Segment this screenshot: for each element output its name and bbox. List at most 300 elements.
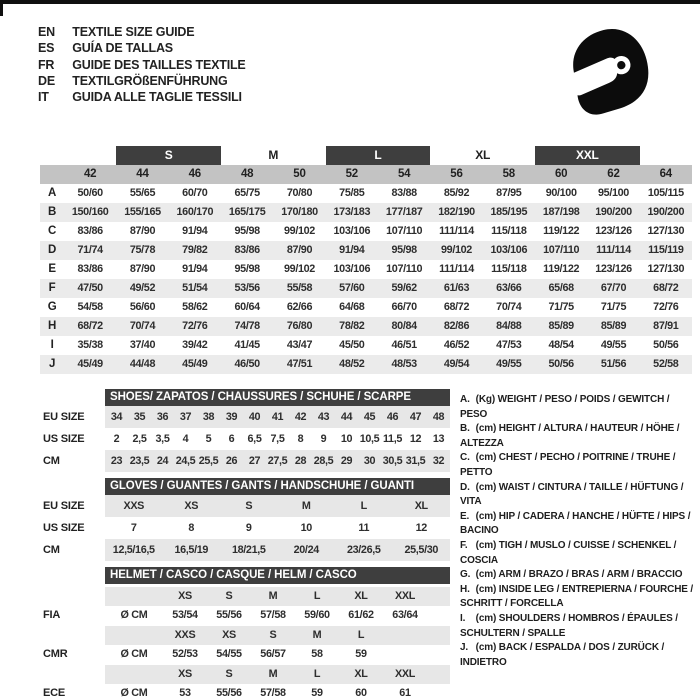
helmet-size-label: M bbox=[268, 667, 278, 680]
measurement-value: 123/126 bbox=[595, 225, 632, 237]
guide-title: TEXTILE SIZE GUIDE bbox=[72, 25, 195, 39]
gloves-table-row bbox=[43, 539, 450, 561]
legend-text: INSIDE LEG / ENTREPIERNA / FOURCHE / SCHRITT / FORCELLA bbox=[460, 583, 694, 610]
gloves-table-title: GLOVES / GUANTES / GANTS / HANDSCHUHE / GUANTI bbox=[105, 478, 450, 495]
measurement-value: 70/80 bbox=[286, 187, 313, 199]
measurement-row bbox=[40, 203, 692, 222]
helmet-diameter-value: 58 bbox=[311, 648, 323, 660]
measurement-value: 82/86 bbox=[443, 320, 470, 332]
helmet-diameter-value: 59/60 bbox=[304, 609, 330, 621]
glove-size-value: 12 bbox=[415, 522, 427, 534]
shoe-size-value: 24 bbox=[156, 455, 169, 467]
measurement-value: 99/102 bbox=[284, 225, 315, 237]
shoe-size-value: 11,5 bbox=[382, 433, 403, 445]
diameter-label: Ø CM bbox=[120, 609, 148, 621]
size-number: 56 bbox=[450, 168, 463, 180]
measurement-value: 83/86 bbox=[234, 244, 260, 256]
glove-size-value: 10 bbox=[300, 522, 312, 534]
measurement-value: 45/49 bbox=[182, 358, 208, 370]
glove-size-value: 7 bbox=[130, 522, 137, 534]
measurement-value: 63/66 bbox=[496, 282, 522, 294]
measurement-value: 115/119 bbox=[648, 244, 684, 256]
shoes-table-title: SHOES/ ZAPATOS / CHAUSSURES / SCHUHE / SCARPE bbox=[105, 389, 450, 406]
measurement-value: 58/62 bbox=[182, 301, 208, 313]
measurement-value: 80/84 bbox=[391, 320, 417, 332]
measurement-value: 76/80 bbox=[286, 320, 313, 332]
language-code: DE bbox=[38, 73, 55, 88]
measurement-value: 87/90 bbox=[129, 225, 156, 237]
helmet-sizes-spacer bbox=[43, 665, 105, 685]
gloves-header-spacer bbox=[43, 478, 105, 495]
measurement-row bbox=[40, 336, 692, 355]
measurement-value: 95/98 bbox=[234, 225, 260, 237]
shoe-size-value: 2,5 bbox=[132, 433, 147, 445]
measurement-value: 127/130 bbox=[647, 263, 685, 275]
measurement-value: 85/92 bbox=[443, 187, 470, 199]
helmet-size-label: XL bbox=[354, 589, 368, 602]
size-number-row bbox=[40, 165, 692, 184]
glove-size-value: 18/21,5 bbox=[231, 544, 266, 556]
measurement-value: 51/56 bbox=[600, 358, 627, 370]
helmet-diameter-value: 55/56 bbox=[216, 609, 242, 621]
diameter-label: Ø CM bbox=[120, 648, 148, 660]
measurement-value: 65/75 bbox=[234, 187, 260, 199]
gloves-table bbox=[43, 478, 450, 561]
measurement-row bbox=[40, 222, 692, 241]
measurement-value: 57/60 bbox=[339, 282, 365, 294]
standard-name: ECE bbox=[43, 687, 66, 699]
measurement-value: 53/56 bbox=[234, 282, 260, 294]
measurement-value: 99/102 bbox=[441, 244, 472, 256]
measurement-row bbox=[40, 241, 692, 260]
guide-title: TEXTILGRÖßENFÜHRUNG bbox=[72, 73, 228, 88]
standard-name: FIA bbox=[43, 609, 61, 621]
measurement-value: 50/56 bbox=[653, 339, 679, 351]
shoe-size-value: 42 bbox=[294, 411, 307, 423]
measurement-value: 50/56 bbox=[548, 358, 574, 370]
helmet-standard-block bbox=[43, 587, 450, 626]
helmet-size-label: XL bbox=[354, 667, 368, 680]
lower-section bbox=[0, 389, 700, 700]
language-row bbox=[38, 24, 246, 40]
measurement-value: 56/60 bbox=[129, 301, 156, 313]
shoe-size-value: 45 bbox=[363, 411, 376, 423]
glove-size-value: L bbox=[360, 500, 367, 512]
measurement-value: 173/183 bbox=[333, 206, 371, 218]
helmet-diameter-value: 59 bbox=[355, 648, 367, 660]
measurement-value: 87/90 bbox=[129, 263, 156, 275]
shoe-size-value: 30,5 bbox=[382, 455, 403, 467]
size-number: 60 bbox=[554, 168, 568, 180]
helmet-diameter-value: 57/58 bbox=[260, 609, 286, 621]
helmet-size-label: XS bbox=[178, 667, 192, 680]
measurement-value: 48/54 bbox=[548, 339, 574, 351]
language-row bbox=[38, 40, 246, 56]
legend-text: WAIST / CINTURA / TAILLE / HÜFTUNG / VITA bbox=[460, 481, 684, 508]
legend-unit: (cm) bbox=[475, 423, 497, 435]
unit-label: CM bbox=[43, 455, 60, 467]
shoe-size-value: 39 bbox=[225, 411, 238, 423]
measurement-value: 68/72 bbox=[443, 301, 470, 313]
helmet-diameter-value: 56/57 bbox=[260, 648, 286, 660]
measurement-row-label: J bbox=[48, 358, 56, 370]
measurement-value: 44/48 bbox=[129, 358, 156, 370]
shoe-size-value: 30 bbox=[363, 455, 376, 467]
glove-size-value: 23/26,5 bbox=[346, 544, 381, 556]
legend-entry bbox=[460, 539, 696, 568]
measurement-value: 105/115 bbox=[647, 187, 684, 199]
shoe-size-value: 26 bbox=[225, 455, 238, 467]
shoe-size-value: 24,5 bbox=[175, 455, 196, 467]
shoe-size-value: 25,5 bbox=[198, 455, 219, 467]
legend-entry bbox=[460, 422, 696, 451]
measurement-value: 71/74 bbox=[77, 244, 103, 256]
shoe-size-value: 10 bbox=[340, 433, 353, 445]
legend-text: HIP / CADERA / HANCHE / HÜFTE / HIPS / BACINO bbox=[460, 510, 691, 537]
size-number: 42 bbox=[83, 168, 97, 180]
legend-key: A. bbox=[460, 394, 470, 405]
size-number: 58 bbox=[502, 168, 516, 180]
size-band-label: L bbox=[326, 146, 431, 165]
measurement-value: 67/70 bbox=[600, 282, 627, 294]
shoe-size-value: 38 bbox=[202, 411, 215, 423]
legend-entry bbox=[460, 641, 696, 670]
measurement-value: 150/160 bbox=[71, 206, 109, 218]
shoe-size-value: 27,5 bbox=[267, 455, 288, 467]
shoes-table-row bbox=[43, 450, 450, 472]
measurement-value: 87/91 bbox=[653, 320, 679, 332]
legend-unit: (cm) bbox=[475, 452, 497, 464]
shoe-size-value: 48 bbox=[432, 411, 445, 423]
measurement-value: 90/100 bbox=[545, 187, 577, 199]
measurement-value: 41/45 bbox=[234, 339, 260, 351]
legend-key: J. bbox=[460, 642, 469, 654]
helmet-standard-block bbox=[43, 626, 450, 665]
gloves-table-row bbox=[43, 495, 450, 517]
helmet-size-label: M bbox=[268, 589, 278, 602]
measurement-value: 43/47 bbox=[286, 339, 313, 351]
helmet-table-header bbox=[43, 567, 450, 587]
helmet-size-label: XXL bbox=[394, 667, 416, 680]
measurement-value: 95/98 bbox=[391, 244, 417, 256]
legend-text: TIGH / MUSLO / CUISSE / SCHENKEL / COSCIA bbox=[460, 539, 677, 566]
legend-key: E. bbox=[460, 510, 470, 522]
measurement-value: 60/70 bbox=[182, 187, 208, 199]
shoe-size-value: 6,5 bbox=[247, 433, 262, 445]
legend-text: ARM / BRAZO / BRAS / ARM / BRACCIO bbox=[498, 569, 683, 581]
measurement-value: 115/118 bbox=[491, 263, 527, 275]
measurement-value: 75/85 bbox=[339, 187, 365, 199]
diameter-label-placeholder bbox=[105, 587, 163, 607]
gloves-table-header bbox=[43, 478, 450, 495]
measurement-value: 78/82 bbox=[339, 320, 365, 332]
diameter-label-placeholder bbox=[105, 626, 163, 646]
legend-key: I. bbox=[460, 612, 466, 624]
glove-size-value: 16,5/19 bbox=[174, 544, 209, 556]
shoe-size-value: 41 bbox=[271, 411, 284, 423]
legend-key: C. bbox=[460, 452, 470, 464]
helmet-size-label: L bbox=[313, 589, 321, 602]
shoes-values-band bbox=[105, 428, 450, 450]
legend-key: B. bbox=[460, 423, 470, 435]
measurement-value: 55/58 bbox=[286, 282, 313, 294]
helmet-sizes-spacer bbox=[43, 587, 105, 607]
measurement-value: 51/54 bbox=[182, 282, 208, 294]
measurement-value: 46/51 bbox=[391, 339, 417, 351]
legend-unit: (cm) bbox=[475, 569, 497, 581]
measurement-value: 49/55 bbox=[496, 358, 522, 370]
language-code: IT bbox=[38, 90, 49, 105]
measurement-value: 115/118 bbox=[491, 225, 527, 237]
measurement-value: 65/68 bbox=[548, 282, 574, 294]
shoe-size-value: 47 bbox=[409, 411, 422, 423]
measurement-value: 119/122 bbox=[543, 225, 580, 237]
left-border-line bbox=[0, 0, 3, 16]
language-row bbox=[38, 57, 246, 73]
size-band-label: M bbox=[268, 148, 279, 162]
measurement-row-label: D bbox=[48, 244, 56, 256]
measurement-value: 83/86 bbox=[77, 263, 103, 275]
helmet-size-label: M bbox=[312, 628, 322, 641]
measurement-value: 91/94 bbox=[182, 225, 208, 237]
shoes-table bbox=[43, 389, 450, 472]
legend-entry bbox=[460, 451, 696, 480]
glove-size-value: 20/24 bbox=[293, 544, 319, 556]
glove-size-value: 9 bbox=[245, 522, 252, 534]
shoe-size-value: 43 bbox=[317, 411, 330, 423]
shoe-size-value: 12 bbox=[409, 433, 422, 445]
legend-text: CHEST / PECHO / POITRINE / TRUHE / PETTO bbox=[460, 452, 676, 478]
shoes-values-band bbox=[105, 450, 450, 472]
measurement-row bbox=[40, 184, 692, 203]
helmet-standard-block bbox=[43, 665, 450, 700]
measurement-legend bbox=[460, 393, 700, 700]
measurement-value: 103/106 bbox=[333, 263, 371, 275]
shoes-values-band bbox=[105, 406, 450, 428]
unit-label: CM bbox=[43, 544, 60, 556]
shoes-table-row bbox=[43, 406, 450, 428]
helmet-size-label: XXS bbox=[174, 628, 196, 641]
size-number: 52 bbox=[345, 168, 359, 180]
measurement-value: 103/106 bbox=[490, 244, 528, 256]
standard-name: CMR bbox=[43, 648, 68, 660]
measurement-value: 45/49 bbox=[77, 358, 103, 370]
shoes-table-header bbox=[43, 389, 450, 406]
measurement-value: 46/50 bbox=[234, 358, 260, 370]
size-band-label: S bbox=[116, 146, 221, 165]
size-number-row-spacer bbox=[40, 165, 64, 184]
glove-size-value: S bbox=[245, 500, 253, 512]
measurement-value: 187/198 bbox=[542, 206, 580, 218]
shoe-size-value: 44 bbox=[340, 411, 353, 423]
legend-key: D. bbox=[460, 481, 470, 493]
measurement-value: 49/55 bbox=[600, 339, 627, 351]
helmet-size-label: L bbox=[313, 667, 321, 680]
measurement-value: 119/122 bbox=[543, 263, 580, 275]
legend-unit: (cm) bbox=[475, 642, 497, 654]
helmet-sizes-row bbox=[43, 626, 450, 646]
helmet-values-band bbox=[105, 606, 450, 626]
helmet-values-band bbox=[105, 684, 450, 700]
size-number: 48 bbox=[240, 168, 254, 180]
helmet-size-label: L bbox=[357, 628, 365, 641]
measurement-value: 72/76 bbox=[182, 320, 208, 332]
measurement-value: 49/52 bbox=[129, 282, 156, 294]
size-number: 44 bbox=[136, 168, 149, 180]
gloves-values-band bbox=[105, 517, 450, 539]
size-number: 64 bbox=[659, 168, 673, 180]
helmet-table bbox=[43, 567, 450, 700]
helmet-icon bbox=[560, 22, 662, 122]
measurement-value: 127/130 bbox=[647, 225, 685, 237]
shoe-size-value: 29 bbox=[340, 455, 353, 467]
measurement-row-label: G bbox=[47, 301, 57, 313]
measurement-value: 79/82 bbox=[182, 244, 208, 256]
glove-size-value: 11 bbox=[358, 522, 370, 534]
guide-title: GUIDE DES TAILLES TEXTILE bbox=[72, 57, 246, 72]
shoe-size-value: 2 bbox=[113, 433, 120, 445]
measurement-value: 52/58 bbox=[653, 358, 679, 370]
language-title-list bbox=[38, 24, 246, 105]
measurement-value: 190/200 bbox=[647, 206, 685, 218]
measurement-value: 111/114 bbox=[439, 225, 474, 237]
textile-size-table bbox=[40, 146, 692, 374]
measurement-row-label: A bbox=[48, 187, 56, 199]
unit-label: EU SIZE bbox=[43, 500, 85, 512]
legend-key: F. bbox=[460, 539, 468, 551]
measurement-value: 103/106 bbox=[333, 225, 371, 237]
unit-label: EU SIZE bbox=[43, 411, 85, 423]
glove-size-value: XL bbox=[414, 500, 428, 512]
measurement-value: 95/100 bbox=[598, 187, 629, 199]
legend-key: H. bbox=[460, 583, 470, 595]
measurement-value: 123/126 bbox=[595, 263, 632, 275]
gloves-table-row bbox=[43, 517, 450, 539]
shoe-size-value: 28 bbox=[294, 455, 307, 467]
helmet-diameter-value: 53 bbox=[179, 687, 191, 699]
helmet-diameter-value: 54/55 bbox=[216, 648, 242, 660]
unit-label: US SIZE bbox=[43, 522, 85, 534]
legend-unit: (cm) bbox=[475, 510, 497, 522]
measurement-value: 70/74 bbox=[496, 301, 522, 313]
measurement-value: 54/58 bbox=[77, 301, 103, 313]
legend-entry bbox=[460, 510, 696, 539]
legend-entry bbox=[460, 568, 696, 583]
helmet-size-label: XXL bbox=[394, 589, 416, 602]
helmet-diameter-value: 57/58 bbox=[260, 687, 286, 699]
shoe-size-value: 35 bbox=[133, 411, 146, 423]
shoes-table-row bbox=[43, 428, 450, 450]
legend-entry bbox=[460, 481, 696, 510]
shoe-size-value: 3,5 bbox=[155, 433, 170, 445]
helmet-sizes-band bbox=[105, 665, 450, 685]
measurement-row-label: C bbox=[48, 225, 56, 237]
measurement-value: 87/90 bbox=[286, 244, 313, 256]
helmet-values-row bbox=[43, 645, 450, 665]
measurement-value: 59/62 bbox=[391, 282, 417, 294]
measurement-value: 45/50 bbox=[339, 339, 365, 351]
legend-text: HEIGHT / ALTURA / HAUTEUR / HÖHE / ALTEZZA bbox=[460, 423, 680, 449]
shoe-size-value: 28,5 bbox=[313, 455, 334, 467]
size-number: 54 bbox=[397, 168, 411, 180]
glove-size-value: 12,5/16,5 bbox=[112, 544, 155, 556]
shoe-size-value: 37 bbox=[179, 411, 192, 423]
measurement-value: 165/175 bbox=[228, 206, 266, 218]
glove-size-value: M bbox=[301, 500, 311, 512]
measurement-value: 46/52 bbox=[443, 339, 470, 351]
measurement-value: 170/180 bbox=[281, 206, 318, 218]
legend-unit: (cm) bbox=[475, 481, 497, 493]
legend-unit: (cm) bbox=[475, 583, 497, 595]
helmet-diameter-value: 59 bbox=[311, 687, 323, 699]
helmet-values-row bbox=[43, 606, 450, 626]
diameter-label: Ø CM bbox=[120, 687, 148, 699]
measurement-value: 107/110 bbox=[386, 225, 423, 237]
size-band-row bbox=[40, 146, 692, 165]
glove-size-value: XS bbox=[184, 500, 199, 512]
helmet-diameter-value: 52/53 bbox=[172, 648, 198, 660]
helmet-size-label: XS bbox=[178, 589, 192, 602]
measurement-row-label: F bbox=[48, 282, 56, 294]
measurement-value: 47/53 bbox=[496, 339, 522, 351]
helmet-table-title: HELMET / CASCO / CASQUE / HELM / CASCO bbox=[105, 567, 450, 584]
measurement-value: 190/200 bbox=[595, 206, 632, 218]
language-code: ES bbox=[38, 41, 55, 56]
shoe-size-value: 10,5 bbox=[359, 433, 380, 445]
measurement-value: 85/89 bbox=[600, 320, 627, 332]
shoes-header-spacer bbox=[43, 389, 105, 406]
measurement-value: 68/72 bbox=[77, 320, 103, 332]
measurement-value: 111/114 bbox=[439, 263, 474, 275]
measurement-value: 111/114 bbox=[596, 244, 631, 256]
measurement-value: 83/88 bbox=[391, 187, 417, 199]
measurement-value: 68/72 bbox=[653, 282, 679, 294]
measurement-value: 37/40 bbox=[129, 339, 156, 351]
measurement-value: 60/64 bbox=[234, 301, 260, 313]
helmet-size-label: S bbox=[225, 589, 233, 602]
size-number: 46 bbox=[188, 168, 202, 180]
measurement-value: 72/76 bbox=[653, 301, 679, 313]
measurement-value: 91/94 bbox=[182, 263, 208, 275]
shoe-size-value: 6 bbox=[228, 433, 235, 445]
shoe-size-value: 36 bbox=[156, 411, 169, 423]
glove-size-value: 25,5/30 bbox=[404, 544, 439, 556]
measurement-value: 107/110 bbox=[386, 263, 423, 275]
measurement-row bbox=[40, 355, 692, 374]
measurement-value: 48/53 bbox=[391, 358, 417, 370]
legend-text: BACK / ESPALDA / DOS / ZURÜCK / INDIETRO bbox=[460, 642, 665, 668]
guide-title: GUÍA DE TALLAS bbox=[72, 41, 173, 56]
helmet-sizes-row bbox=[43, 665, 450, 685]
measurement-value: 155/165 bbox=[124, 206, 161, 218]
helmet-size-label: S bbox=[225, 667, 233, 680]
measurement-row-label: B bbox=[48, 206, 56, 218]
shoe-size-value: 27 bbox=[248, 455, 261, 467]
shoe-size-value: 4 bbox=[182, 433, 189, 445]
helmet-diameter-value: 55/56 bbox=[216, 687, 242, 699]
measurement-value: 99/102 bbox=[284, 263, 315, 275]
shoe-size-value: 34 bbox=[110, 411, 123, 423]
measurement-row-label: H bbox=[48, 320, 56, 332]
measurement-row-label: I bbox=[50, 339, 54, 351]
measurement-value: 70/74 bbox=[129, 320, 156, 332]
measurement-value: 74/78 bbox=[234, 320, 260, 332]
measurement-value: 66/70 bbox=[391, 301, 417, 313]
shoe-size-value: 23 bbox=[110, 455, 123, 467]
measurement-value: 61/63 bbox=[443, 282, 470, 294]
measurement-value: 64/68 bbox=[339, 301, 365, 313]
helmet-sizes-band bbox=[105, 626, 450, 646]
